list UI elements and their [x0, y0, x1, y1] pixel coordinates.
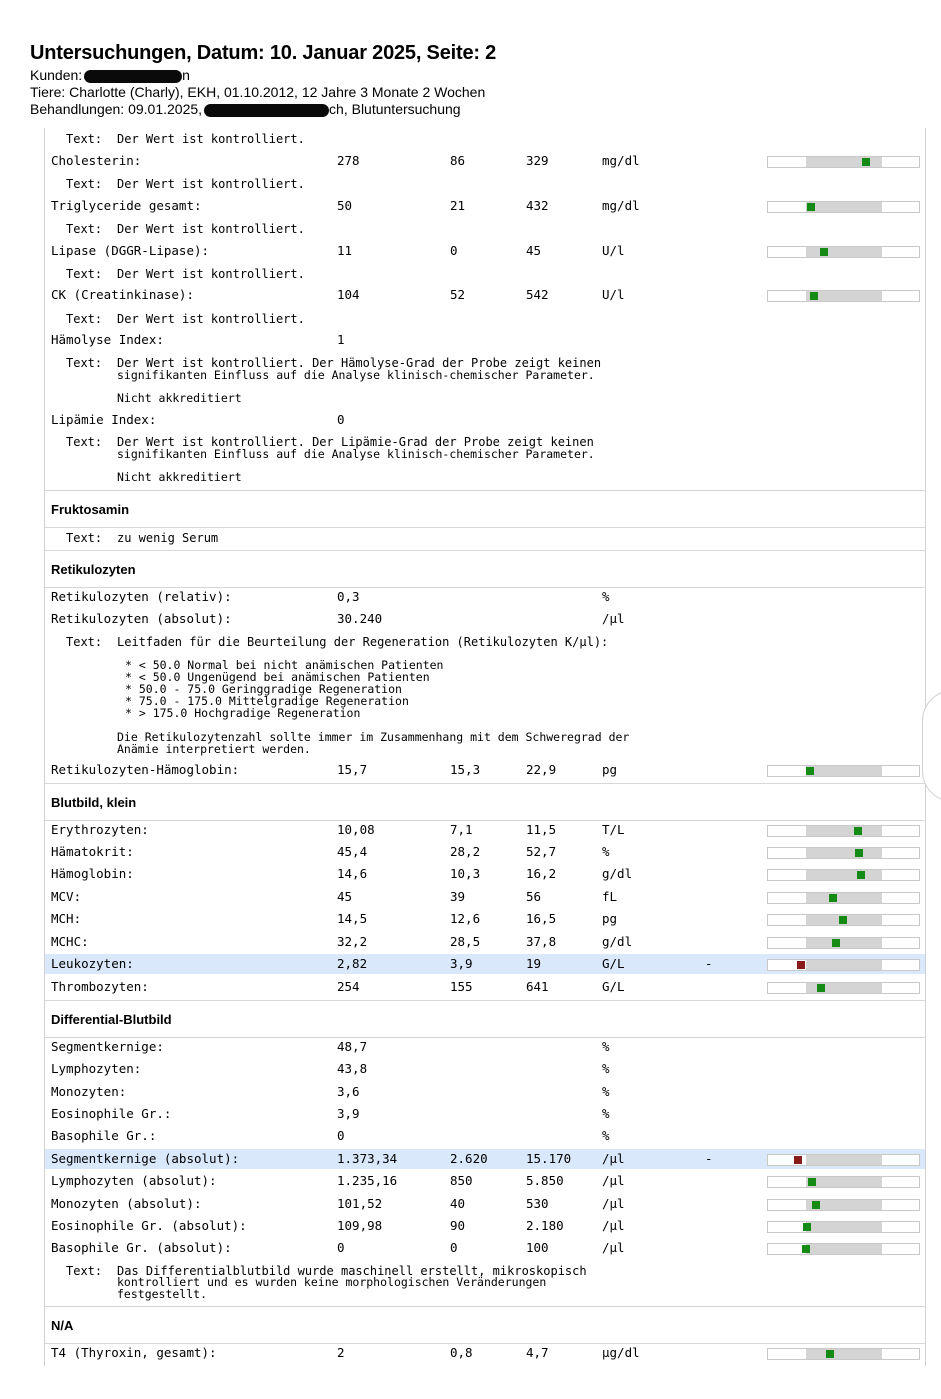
- result-name: MCH:: [51, 911, 82, 926]
- text-note: Text: Der Wert ist kontrolliert.: [66, 132, 305, 146]
- ref-min: 86: [450, 153, 466, 168]
- result-unit: G/L: [602, 956, 625, 971]
- customer-line: Kunden: n: [30, 67, 190, 83]
- result-unit: %: [602, 589, 610, 604]
- result-name: Monozyten:: [51, 1084, 127, 1099]
- result-value: 1: [337, 332, 345, 347]
- result-value: 14,5: [337, 911, 368, 926]
- ref-max: 37,8: [526, 934, 557, 949]
- value-marker: [810, 292, 818, 300]
- result-name: Lymphozyten:: [51, 1061, 142, 1076]
- value-marker: [803, 1223, 811, 1231]
- result-unit: µg/dl: [602, 1345, 640, 1360]
- reference-range: [806, 870, 882, 880]
- result-name: Lymphozyten (absolut):: [51, 1173, 217, 1188]
- ref-max: 641: [526, 979, 549, 994]
- ref-min: 850: [450, 1173, 473, 1188]
- result-name: Cholesterin:: [51, 153, 142, 168]
- result-value: 1.235,16: [337, 1173, 398, 1188]
- result-unit: g/dl: [602, 934, 633, 949]
- page-title: Untersuchungen, Datum: 10. Januar 2025, Seite: 2: [30, 42, 497, 64]
- ref-min: 10,3: [450, 866, 481, 881]
- reference-range: [806, 1177, 882, 1187]
- range-indicator: [767, 959, 920, 971]
- range-indicator: [767, 869, 920, 881]
- reference-range: [806, 1244, 882, 1254]
- report-header: [0, 0, 941, 128]
- result-value: 2: [337, 1345, 345, 1360]
- ref-min: 39: [450, 889, 466, 904]
- value-marker: [794, 1156, 802, 1164]
- result-row-basophile: [51, 1126, 919, 1146]
- text-note: Text: Das Differentialblutbild wurde maschinell erstellt, mikroskopisch: [66, 1264, 587, 1278]
- result-row-monozyten: [51, 1082, 919, 1102]
- reference-range: [806, 1222, 882, 1232]
- ref-max: 16,5: [526, 911, 557, 926]
- redaction-treatment: [204, 104, 329, 117]
- result-unit: %: [602, 1084, 610, 1099]
- ref-max: 2.180: [526, 1218, 564, 1233]
- result-unit: g/dl: [602, 866, 633, 881]
- section-na: N/A: [45, 1306, 925, 1344]
- ref-max: 19: [526, 956, 542, 971]
- reference-range: [806, 893, 882, 903]
- range-indicator: [767, 1221, 920, 1233]
- text-note: Text: Der Wert ist kontrolliert.: [66, 177, 305, 191]
- result-unit: mg/dl: [602, 198, 640, 213]
- ref-max: 15.170: [526, 1151, 572, 1166]
- result-name: Triglyceride gesamt:: [51, 198, 202, 213]
- result-unit: /µl: [602, 1151, 625, 1166]
- result-value: 0: [337, 412, 345, 427]
- range-indicator: [767, 892, 920, 904]
- range-indicator: [767, 765, 920, 777]
- ref-min: 28,2: [450, 844, 481, 859]
- result-name: Segmentkernige:: [51, 1039, 164, 1054]
- reference-range: [806, 247, 882, 257]
- accreditation-note: Nicht akkreditiert: [117, 391, 242, 405]
- ref-min: 0: [450, 243, 458, 258]
- result-value: 0,3: [337, 589, 360, 604]
- ref-max: 5.850: [526, 1173, 564, 1188]
- result-row-segmentkernige-abs: [45, 1149, 925, 1169]
- result-value: 0: [337, 1128, 345, 1143]
- result-flag: -: [705, 956, 713, 971]
- note-continuation: Die Retikulozytenzahl sollte immer im Zusammenhang mit dem Schweregrad der: [117, 730, 630, 744]
- reti-guide-4: * 75.0 - 175.0 Mittelgradige Regeneration: [125, 694, 409, 708]
- result-row-haemoglobin: [51, 864, 919, 884]
- result-name: Leukozyten:: [51, 956, 134, 971]
- result-flag: -: [705, 1151, 713, 1166]
- ref-min: 0,8: [450, 1345, 473, 1360]
- result-value: 48,7: [337, 1039, 368, 1054]
- result-value: 10,08: [337, 822, 375, 837]
- range-indicator: [767, 1348, 920, 1360]
- result-name: Hämoglobin:: [51, 866, 134, 881]
- range-indicator: [767, 914, 920, 926]
- result-value: 101,52: [337, 1196, 383, 1211]
- result-unit: G/L: [602, 979, 625, 994]
- value-marker: [807, 203, 815, 211]
- ref-max: 329: [526, 153, 549, 168]
- result-row-ck: [51, 285, 919, 305]
- result-row-eosinophile: [51, 1104, 919, 1124]
- reference-range: [806, 1349, 882, 1359]
- result-row-basophile-abs: [51, 1238, 919, 1258]
- ref-max: 22,9: [526, 762, 557, 777]
- section-differential: Differential-Blutbild: [45, 1000, 925, 1038]
- result-name: Basophile Gr.:: [51, 1128, 157, 1143]
- section-blutbild: Blutbild, klein: [45, 783, 925, 821]
- result-name: Lipämie Index:: [51, 412, 157, 427]
- reti-guide-2: * < 50.0 Ungenügend bei anämischen Patienten: [125, 670, 430, 684]
- result-value: 278: [337, 153, 360, 168]
- page-scroll-handle[interactable]: [922, 690, 941, 802]
- value-marker: [832, 939, 840, 947]
- result-row-mchc: [51, 932, 919, 952]
- ref-max: 52,7: [526, 844, 557, 859]
- result-unit: %: [602, 1128, 610, 1143]
- text-note: Text: Der Wert ist kontrolliert. Der Lipämie-Grad der Probe zeigt keinen: [66, 435, 594, 449]
- result-name: Retikulozyten-Hämoglobin:: [51, 762, 240, 777]
- range-indicator: [767, 847, 920, 859]
- result-unit: /µl: [602, 1173, 625, 1188]
- result-row-t4: [51, 1343, 919, 1363]
- range-indicator: [767, 825, 920, 837]
- ref-max: 11,5: [526, 822, 557, 837]
- result-row-reti-rel: [51, 587, 919, 607]
- result-value: 45,4: [337, 844, 368, 859]
- ref-min: 12,6: [450, 911, 481, 926]
- ref-max: 45: [526, 243, 542, 258]
- text-note: Text: Der Wert ist kontrolliert.: [66, 222, 305, 236]
- result-name: MCHC:: [51, 934, 89, 949]
- ref-min: 40: [450, 1196, 466, 1211]
- note-continuation: signifikanten Einfluss auf die Analyse klinisch-chemischer Parameter.: [117, 368, 595, 382]
- value-marker: [806, 767, 814, 775]
- ref-min: 2.620: [450, 1151, 488, 1166]
- result-unit: /µl: [602, 611, 625, 626]
- value-marker: [855, 849, 863, 857]
- note-continuation: kontrolliert und es wurden keine morphologischen Veränderungen: [117, 1275, 547, 1289]
- value-marker: [862, 158, 870, 166]
- lab-report: [44, 128, 926, 1366]
- note-continuation: Anämie interpretiert werden.: [117, 742, 311, 756]
- value-marker: [829, 894, 837, 902]
- value-marker: [817, 984, 825, 992]
- result-value: 45: [337, 889, 353, 904]
- result-unit: fL: [602, 889, 618, 904]
- ref-min: 52: [450, 287, 466, 302]
- accreditation-note: Nicht akkreditiert: [117, 470, 242, 484]
- result-row-segmentkernige: [51, 1037, 919, 1057]
- result-row-triglyceride: [51, 196, 919, 216]
- range-indicator: [767, 156, 920, 168]
- result-row-mcv: [51, 887, 919, 907]
- result-value: 104: [337, 287, 360, 302]
- result-unit: /µl: [602, 1218, 625, 1233]
- text-note: Text: zu wenig Serum: [66, 531, 219, 545]
- result-row-eosinophile-abs: [51, 1216, 919, 1236]
- result-name: Lipase (DGGR-Lipase):: [51, 243, 210, 258]
- result-value: 3,9: [337, 1106, 360, 1121]
- result-value: 2,82: [337, 956, 368, 971]
- ref-min: 15,3: [450, 762, 481, 777]
- redaction-customer: [84, 70, 182, 83]
- range-indicator: [767, 246, 920, 258]
- ref-max: 4,7: [526, 1345, 549, 1360]
- result-name: Segmentkernige (absolut):: [51, 1151, 240, 1166]
- result-value: 0: [337, 1240, 345, 1255]
- result-value: 254: [337, 979, 360, 994]
- reference-range: [806, 1155, 882, 1165]
- result-name: MCV:: [51, 889, 82, 904]
- result-unit: U/l: [602, 287, 625, 302]
- result-row-cholesterin: [51, 151, 919, 171]
- reference-range: [806, 960, 882, 970]
- value-marker: [797, 961, 805, 969]
- result-row-thrombozyten: [51, 977, 919, 997]
- reti-guide-1: * < 50.0 Normal bei nicht anämischen Patienten: [125, 658, 444, 672]
- result-value: 50: [337, 198, 353, 213]
- result-name: Eosinophile Gr. (absolut):: [51, 1218, 247, 1233]
- result-value: 3,6: [337, 1084, 360, 1099]
- result-name: T4 (Thyroxin, gesamt):: [51, 1345, 217, 1360]
- animal-line: Tiere: Charlotte (Charly), EKH, 01.10.2012, 12 Jahre 3 Monate 2 Wochen: [30, 84, 486, 100]
- result-row-monozyten-abs: [51, 1194, 919, 1214]
- reference-range: [806, 157, 882, 167]
- range-indicator: [767, 201, 920, 213]
- result-name: Hämatokrit:: [51, 844, 134, 859]
- value-marker: [857, 871, 865, 879]
- result-unit: %: [602, 1061, 610, 1076]
- ref-min: 0: [450, 1240, 458, 1255]
- result-value: 11: [337, 243, 353, 258]
- result-value: 32,2: [337, 934, 368, 949]
- ref-min: 7,1: [450, 822, 473, 837]
- value-marker: [802, 1245, 810, 1253]
- reference-range: [806, 826, 882, 836]
- result-unit: %: [602, 844, 610, 859]
- result-row-reti-hb: [51, 760, 919, 780]
- result-value: 30.240: [337, 611, 383, 626]
- ref-min: 3,9: [450, 956, 473, 971]
- range-indicator: [767, 1199, 920, 1211]
- range-indicator: [767, 982, 920, 994]
- value-marker: [812, 1201, 820, 1209]
- result-row-mch: [51, 909, 919, 929]
- text-note: Text: Der Wert ist kontrolliert. Der Hämolyse-Grad der Probe zeigt keinen: [66, 356, 602, 370]
- ref-max: 542: [526, 287, 549, 302]
- treatment-line: Behandlungen: 09.01.2025, ch, Blutuntersuchung: [30, 101, 461, 117]
- result-name: CK (Creatinkinase):: [51, 287, 194, 302]
- text-note: Text: Leitfaden für die Beurteilung der Regeneration (Retikulozyten K/µl):: [66, 635, 609, 649]
- reference-range: [806, 202, 882, 212]
- ref-min: 90: [450, 1218, 466, 1233]
- result-value: 109,98: [337, 1218, 383, 1233]
- result-unit: U/l: [602, 243, 625, 258]
- section-retikulozyten: Retikulozyten: [45, 550, 925, 588]
- ref-max: 432: [526, 198, 549, 213]
- value-marker: [854, 827, 862, 835]
- result-unit: T/L: [602, 822, 625, 837]
- ref-min: 155: [450, 979, 473, 994]
- ref-min: 21: [450, 198, 466, 213]
- result-name: Erythrozyten:: [51, 822, 149, 837]
- ref-max: 16,2: [526, 866, 557, 881]
- note-continuation: festgestellt.: [117, 1287, 208, 1301]
- value-marker: [826, 1350, 834, 1358]
- result-row-haemolyse: [51, 330, 919, 350]
- result-row-leukozyten: [45, 954, 925, 974]
- result-row-lymphozyten: [51, 1059, 919, 1079]
- reference-range: [806, 766, 882, 776]
- result-value: 1.373,34: [337, 1151, 398, 1166]
- result-value: 14,6: [337, 866, 368, 881]
- reti-guide-3: * 50.0 - 75.0 Geringgradige Regeneration: [125, 682, 402, 696]
- result-unit: /µl: [602, 1240, 625, 1255]
- result-row-haematokrit: [51, 842, 919, 862]
- result-name: Eosinophile Gr.:: [51, 1106, 172, 1121]
- ref-max: 530: [526, 1196, 549, 1211]
- ref-max: 56: [526, 889, 542, 904]
- result-unit: %: [602, 1106, 610, 1121]
- result-row-erythrozyten: [51, 820, 919, 840]
- ref-min: 28,5: [450, 934, 481, 949]
- result-row-lipase: [51, 241, 919, 261]
- reference-range: [806, 848, 882, 858]
- result-name: Thrombozyten:: [51, 979, 149, 994]
- result-name: Retikulozyten (relativ):: [51, 589, 232, 604]
- result-name: Hämolyse Index:: [51, 332, 164, 347]
- range-indicator: [767, 1243, 920, 1255]
- range-indicator: [767, 1176, 920, 1188]
- result-unit: pg: [602, 911, 618, 926]
- result-unit: /µl: [602, 1196, 625, 1211]
- result-row-lymphozyten-abs: [51, 1171, 919, 1191]
- result-row-lipaemie: [51, 410, 919, 430]
- range-indicator: [767, 937, 920, 949]
- result-name: Basophile Gr. (absolut):: [51, 1240, 232, 1255]
- section-fruktosamin: Fruktosamin: [45, 490, 925, 528]
- value-marker: [808, 1178, 816, 1186]
- result-unit: mg/dl: [602, 153, 640, 168]
- result-value: 43,8: [337, 1061, 368, 1076]
- value-marker: [839, 916, 847, 924]
- text-note: Text: Der Wert ist kontrolliert.: [66, 267, 305, 281]
- result-unit: pg: [602, 762, 618, 777]
- result-value: 15,7: [337, 762, 368, 777]
- range-indicator: [767, 290, 920, 302]
- ref-max: 100: [526, 1240, 549, 1255]
- note-continuation: signifikanten Einfluss auf die Analyse klinisch-chemischer Parameter.: [117, 447, 595, 461]
- reference-range: [806, 938, 882, 948]
- result-name: Monozyten (absolut):: [51, 1196, 202, 1211]
- range-indicator: [767, 1154, 920, 1166]
- result-unit: %: [602, 1039, 610, 1054]
- result-row-reti-abs: [51, 609, 919, 629]
- text-note: Text: Der Wert ist kontrolliert.: [66, 312, 305, 326]
- reti-guide-5: * > 175.0 Hochgradige Regeneration: [125, 706, 361, 720]
- result-name: Retikulozyten (absolut):: [51, 611, 232, 626]
- value-marker: [820, 248, 828, 256]
